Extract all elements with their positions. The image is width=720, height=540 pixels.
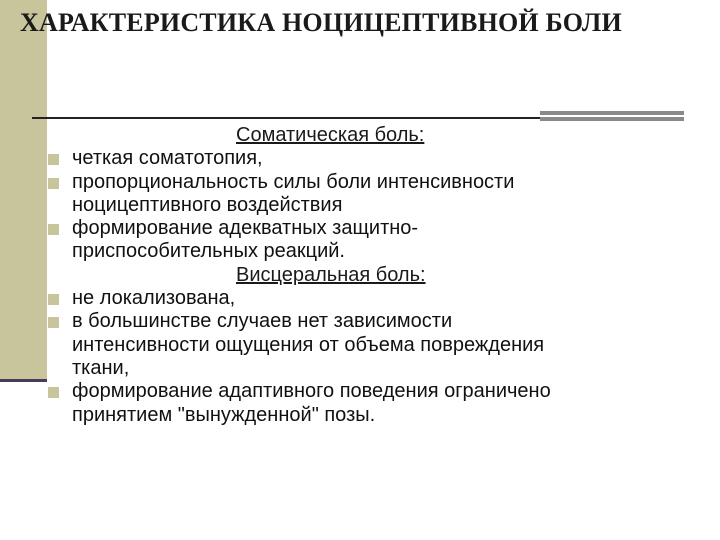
list-item-text: приспособительных реакций.	[72, 240, 345, 263]
list-item-text: ноцицептивного воздействия	[72, 193, 343, 216]
square-bullet-icon	[48, 294, 59, 305]
list-item	[0, 171, 720, 218]
list-item	[0, 310, 720, 380]
square-bullet-icon	[48, 387, 59, 398]
square-bullet-icon	[48, 154, 59, 165]
title-divider-accent	[540, 111, 684, 121]
list-item	[0, 380, 720, 427]
list-item-text: не локализована,	[72, 287, 236, 310]
square-bullet-icon	[48, 178, 59, 189]
section-heading-somatic: Соматическая боль:	[236, 124, 425, 146]
slide-content	[0, 124, 720, 427]
list-item-text: четкая соматотопия,	[72, 147, 263, 170]
list-item-text: ткани,	[72, 356, 130, 379]
section-heading-visceral: Висцеральная боль:	[236, 263, 426, 286]
list-item	[0, 217, 720, 264]
list-item-text: пропорциональность силы боли интенсивности	[72, 170, 515, 193]
list-item-text: в большинстве случаев нет зависимости	[72, 310, 453, 333]
title-divider-line	[32, 117, 542, 119]
list-item-text: формирование адаптивного поведения ограничено	[72, 380, 551, 403]
list-item-text: формирование адекватных защитно-	[72, 217, 419, 240]
list-item	[0, 147, 720, 170]
list-item	[0, 287, 720, 310]
list-item-text: принятием "вынужденной" позы.	[72, 403, 376, 426]
square-bullet-icon	[48, 317, 59, 328]
slide-title: ХАРАКТЕРИСТИКА НОЦИЦЕПТИВНОЙ БОЛИ	[20, 8, 622, 37]
square-bullet-icon	[48, 224, 59, 235]
list-item-text: интенсивности ощущения от объема повреждения	[72, 333, 545, 356]
